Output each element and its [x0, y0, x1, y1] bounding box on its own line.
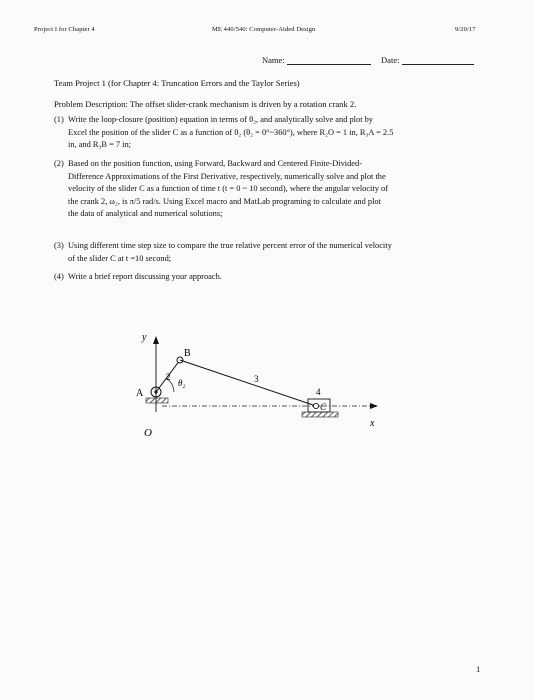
task-line: the data of analytical and numerical solutions; — [68, 209, 223, 219]
problem-description: Problem Description: The offset slider-crank mechanism is driven by a rotation crank 2. — [54, 99, 357, 109]
task-number: (4) — [54, 272, 64, 281]
label-b: B — [184, 348, 191, 359]
x-axis-arrow — [370, 403, 378, 409]
name-label: Name: — [262, 55, 285, 65]
project-title: Team Project 1 (for Chapter 4: Truncation Errors and the Taylor Series) — [54, 78, 300, 88]
header-course-title: ME 440/540: Computer-Aided Design — [212, 26, 316, 33]
task-number: (1) — [54, 115, 64, 124]
task-line: the crank 2, ω₂, is π/5 rad/s. Using Excel macro and MatLab programing to calculate and plot — [68, 196, 381, 206]
task-line: Based on the position function, using Forward, Backward and Centered Finite-Divided- — [68, 159, 362, 168]
header-course-project: Project I for Chapter 4 — [34, 26, 95, 33]
date-blank-line — [402, 56, 474, 65]
task-line: Write a brief report discussing your approach. — [68, 272, 222, 281]
task-number: (2) — [54, 159, 64, 168]
task-item-4 — [54, 271, 484, 285]
task-item-3 — [54, 240, 484, 268]
task-line: Write the loop-closure (position) equation in terms of θ₂, and analytically solve and plot by — [68, 115, 373, 124]
label-a: A — [136, 388, 144, 399]
label-c: C — [320, 402, 327, 412]
label-link-4: 4 — [316, 387, 321, 397]
label-o: O — [144, 427, 152, 439]
slider-crank-diagram — [132, 330, 402, 450]
task-line: of the slider C at t =10 second; — [68, 253, 172, 263]
task-item-2 — [54, 158, 484, 236]
y-axis-arrow — [153, 336, 159, 344]
task-item-1 — [54, 114, 484, 154]
task-line: velocity of the slider C as a function of time t (t = 0 ~ 10 second), where the angular velocity of — [68, 184, 388, 194]
ground-hatch-a — [146, 398, 168, 403]
ground-hatch-slider — [302, 412, 338, 417]
joint-c — [313, 403, 318, 408]
y-axis-label: y — [142, 332, 147, 343]
name-date-row — [262, 55, 474, 65]
task-line: Using different time step size to compare the true relative percent error of the numerical velocity — [68, 241, 392, 250]
header-date: 9/20/17 — [455, 26, 476, 33]
task-line: in, and R₃B = 7 in; — [68, 140, 132, 150]
coupler-link-3 — [180, 360, 316, 406]
page-number: 1 — [476, 664, 481, 674]
name-blank-line — [287, 56, 371, 65]
x-axis-label: x — [370, 418, 375, 429]
task-line: Difference Approximations of the First Derivative, respectively, numerically solve and plot the — [68, 171, 386, 181]
date-label: Date: — [381, 55, 400, 65]
label-theta: θ₂ — [178, 378, 186, 388]
task-line: Excel the position of the slider C as a function of θ₂ (θ₂ = 0°~360°), where R₂O = 1 in, R₃A = 2.5 — [68, 127, 394, 137]
task-number: (3) — [54, 241, 64, 250]
label-link-2: 2 — [166, 372, 171, 382]
label-link-3: 3 — [254, 374, 259, 384]
